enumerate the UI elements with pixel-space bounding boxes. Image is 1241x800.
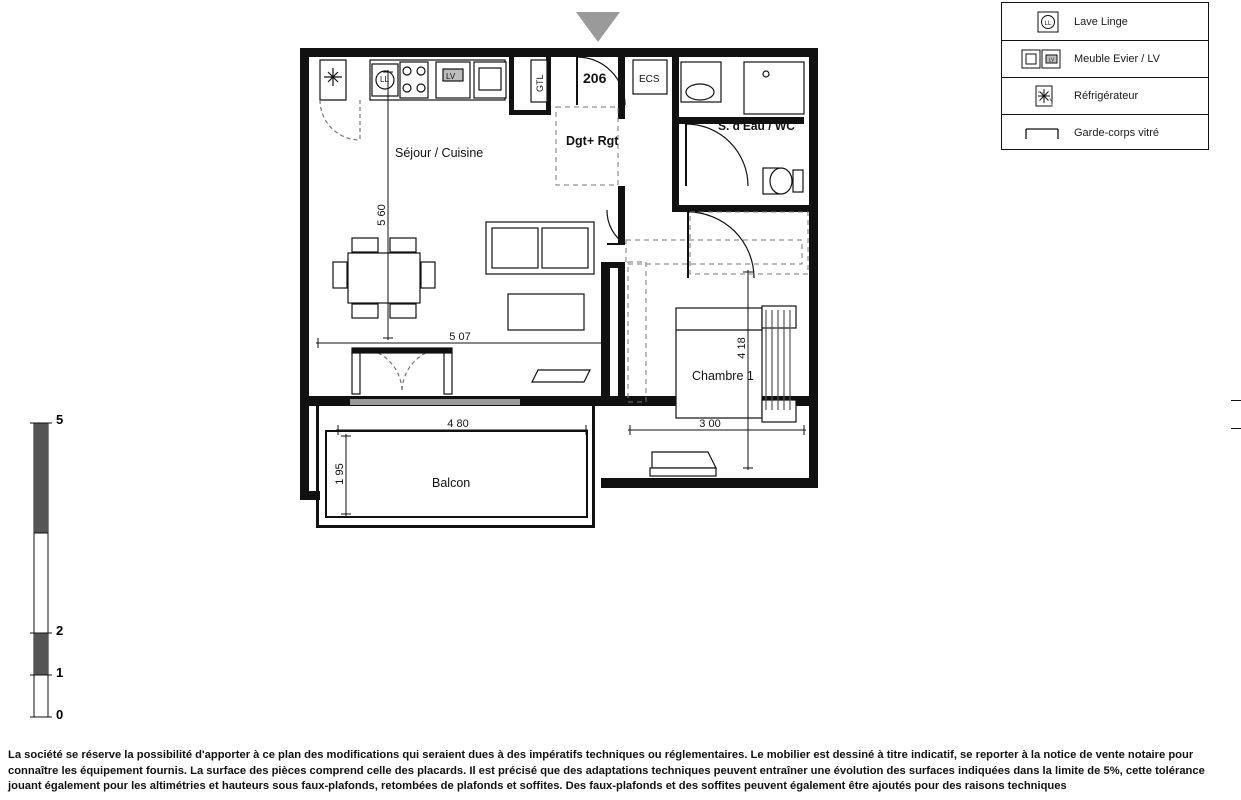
tag-gtl: GTL — [535, 74, 545, 92]
disclaimer-line-3: jouant également pour les altimétries et hauteurs sous faux-plafonds, retombées de plafonds et soffites. Des faux-plafonds et des soffites peuvent également être ajoutés pour des raisons techniques — [8, 780, 1067, 792]
living-furniture — [486, 222, 594, 382]
scale-tick-5: 5 — [56, 412, 64, 427]
dim-chambre-depth: 4 18 — [736, 337, 748, 359]
scale-tick-1: 1 — [56, 665, 64, 680]
legend-label-meuble-evier: Meuble Evier / LV — [1074, 53, 1161, 65]
kitchen-fixtures — [320, 60, 506, 140]
dim-sejour-width: 5 07 — [449, 331, 471, 343]
legend-item-garde-corps — [1002, 114, 1208, 151]
glass-railing-icon — [1020, 120, 1064, 146]
room-label-sejour: Séjour / Cuisine — [395, 146, 484, 160]
dim-sejour-depth: 5 60 — [376, 204, 388, 226]
fridge-icon — [1020, 83, 1064, 109]
disclaimer-line-1: La société se réserve la possibilité d'apporter à ce plan des modifications qui seraient dues à des impératifs techniques ou réglementaires. Le mobilier est dessiné à titre indicatif, se reporter à la notice de vente notaire pour — [8, 749, 1194, 761]
svg-text:LL: LL — [1044, 20, 1052, 27]
legend-panel — [1001, 2, 1209, 150]
dim-balcon-depth: 1 95 — [334, 463, 346, 485]
legend-label-refrigerateur: Réfrigérateur — [1074, 90, 1139, 102]
tag-ecs: ECS — [639, 74, 660, 85]
legend-item-refrigerateur — [1002, 77, 1208, 114]
bedroom-furniture — [650, 306, 796, 476]
washing-machine-icon — [1020, 9, 1064, 35]
sink-dishwasher-icon — [1020, 46, 1064, 72]
legend-label-lave-linge: Lave Linge — [1074, 15, 1128, 28]
tag-lv: LV — [446, 72, 456, 81]
room-label-dgt: Dgt+ Rgt — [566, 134, 619, 148]
scale-bar — [18, 412, 78, 725]
disclaimer-line-2: connaître les équipement fournis. La surface des pièces comprend celle des placards. Il est précisé que des adaptations techniques peuvent entraîner une évolution des surfaces indiquées dans la limite de 5%, cette tolérance — [8, 764, 1205, 777]
scale-bar-graphic — [18, 415, 78, 725]
entry-arrow — [576, 12, 620, 42]
room-label-balcon: Balcon — [432, 476, 471, 490]
scale-tick-2: 2 — [56, 623, 64, 638]
room-label-sdeau: S. d'Eau / WC — [718, 119, 795, 133]
scale-tick-0: 0 — [56, 707, 64, 722]
crop-tick-bottom — [1231, 428, 1241, 429]
legend-item-meuble-evier — [1002, 40, 1208, 77]
room-label-chambre1: Chambre 1 — [692, 369, 754, 383]
dim-balcon-width: 4 80 — [447, 418, 469, 430]
dining-set — [333, 238, 435, 318]
apartment-number: 206 — [583, 70, 607, 86]
tag-ll: LL — [380, 75, 389, 84]
legend-label-garde-corps: Garde-corps vitré — [1074, 127, 1159, 139]
crop-tick-top — [1231, 400, 1241, 401]
legend-item-lave-linge — [1002, 3, 1208, 40]
svg-text:LV: LV — [1048, 57, 1055, 64]
dim-chambre-width: 3 00 — [699, 418, 721, 430]
disclaimer-text — [8, 748, 1236, 795]
